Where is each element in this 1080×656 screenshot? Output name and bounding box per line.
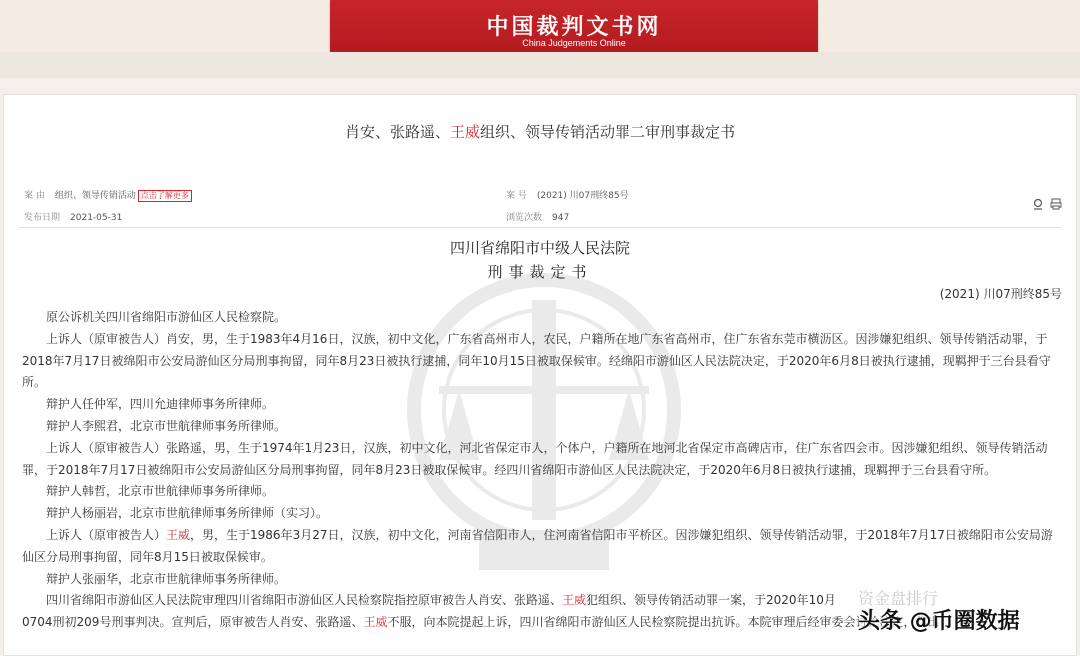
paragraph: 辩护人李熙君，北京市世航律师事务所律师。: [46, 418, 287, 433]
paragraph: 辩护人杨丽岩，北京市世航律师事务所律师（实习）。: [46, 506, 329, 521]
document-card: [3, 94, 1077, 656]
watermark-faint: 资金盘排行: [858, 589, 939, 608]
highlight-name: 王威: [562, 593, 587, 608]
meta-date-key: 发布日期: [24, 213, 61, 223]
paragraph: 上诉人（原审被告人）肖安，男，生于1983年4月16日，汉族，初中文化，广东省高州市人，农民，户籍所在地广东省高州市，住广东省东莞市横沥区。因涉嫌犯组织、领导传销活动罪，于2018年7月17日被绵阳市公安局游仙区分局刑事拘留，同年8月23日被执行逮捕，同年10月15日被取保候审。经绵阳市游仙区人民法院决定，于2020年6月8日被执行逮捕，现羁押于三台县看守所。: [22, 331, 1051, 390]
meta-date: [24, 210, 122, 223]
meta-date-value: 2021-05-31: [70, 213, 123, 223]
site-logo-subtitle: China Judgements Online: [522, 38, 626, 48]
title-highlight: 王威: [449, 123, 480, 141]
title-text-1: 肖安、张路遥、: [344, 123, 450, 141]
highlight-name: 王威: [363, 615, 388, 630]
paragraph-text: 上诉人（原审被告人）: [46, 527, 167, 542]
site-logo-text: 中国裁判文书网: [486, 15, 662, 40]
highlight-name: 王威: [166, 527, 191, 542]
paragraph: 原公诉机关四川省绵阳市游仙区人民检察院。: [46, 310, 287, 324]
print-icon[interactable]: [1050, 198, 1062, 213]
divider: [18, 227, 1062, 228]
case-number: (2021) 川07刑终85号: [939, 287, 1062, 301]
title-text-2: 组织、领导传销活动罪二审刑事裁定书: [480, 123, 736, 141]
paragraph-text: 犯组织、领导传销活动罪一案，于2020年10月: [586, 593, 836, 608]
meta-views-key: 浏览次数: [506, 213, 543, 223]
paragraph-text: 四川省绵阳市游仙区人民法院审理四川省绵阳市游仙区人民检察院指控原审被告人肖安、张路遥、: [46, 593, 563, 608]
meta-cause-key: 案 由: [24, 191, 45, 201]
paragraph: 辩护人张丽华，北京市世航律师事务所律师。: [46, 571, 287, 586]
top-bar: [0, 0, 1080, 52]
watermark-author: 头条 @币圈数据: [858, 609, 1020, 634]
paragraph: [22, 525, 1062, 569]
meta-caseno-key: 案 号: [506, 191, 527, 201]
paragraph-text: 不服，向本院提起上诉，四川省绵阳市游仙区人民检察院提出抗诉。本院审理后经审委会讨论决定，作出: [387, 615, 940, 630]
share-icon[interactable]: [1032, 198, 1044, 213]
document-body: [22, 307, 1062, 634]
paragraph: 辩护人韩哲，北京市世航律师事务所律师。: [46, 484, 275, 499]
learn-more-link[interactable]: 点击了解更多: [138, 190, 192, 202]
meta-caseno: [506, 188, 629, 201]
meta-cause: [24, 188, 192, 202]
site-banner[interactable]: [330, 0, 818, 52]
paragraph: 辩护人任仲军，四川允迪律师事务所律师。: [46, 397, 275, 412]
nav-strip: [0, 52, 1080, 78]
meta-views-value: 947: [552, 213, 570, 223]
paragraph-text: ，男，生于1986年3月27日，汉族，初中文化，河南省信阳市人，住河南省信阳市平桥区。因涉嫌犯组织、领导传销活动罪，于2018年7月17日被绵阳市公安局游仙区分局刑事拘留，同年8月15日被取保候审。: [22, 527, 1053, 564]
meta-caseno-value: (2021) 川07刑终85号: [536, 191, 629, 201]
document-type: 刑事裁定书: [487, 263, 593, 281]
paragraph: 上诉人（原审被告人）张路遥，男，生于1974年1月23日，汉族，初中文化，河北省保定市人，个体户，户籍所在地河北省保定市高碑店市，住广东省四会市。因涉嫌犯组织、领导传销活动罪，于2018年7月17日被绵阳市公安局游仙区分局刑事拘留，同年8月23日被取保候审。经四川省绵阳市游仙区人民法院决定，于2020年6月8日被执行逮捕，现羁押于三台县看守所。: [22, 440, 1048, 477]
court-name: 四川省绵阳市中级人民法院: [449, 239, 630, 257]
meta-cause-value: 组织、领导传销活动: [54, 191, 136, 201]
paragraph-text: 0704刑初209号刑事判决。宣判后，原审被告人肖安、张路遥、: [22, 615, 364, 630]
meta-views: [506, 210, 569, 223]
document-title: [4, 121, 1076, 142]
